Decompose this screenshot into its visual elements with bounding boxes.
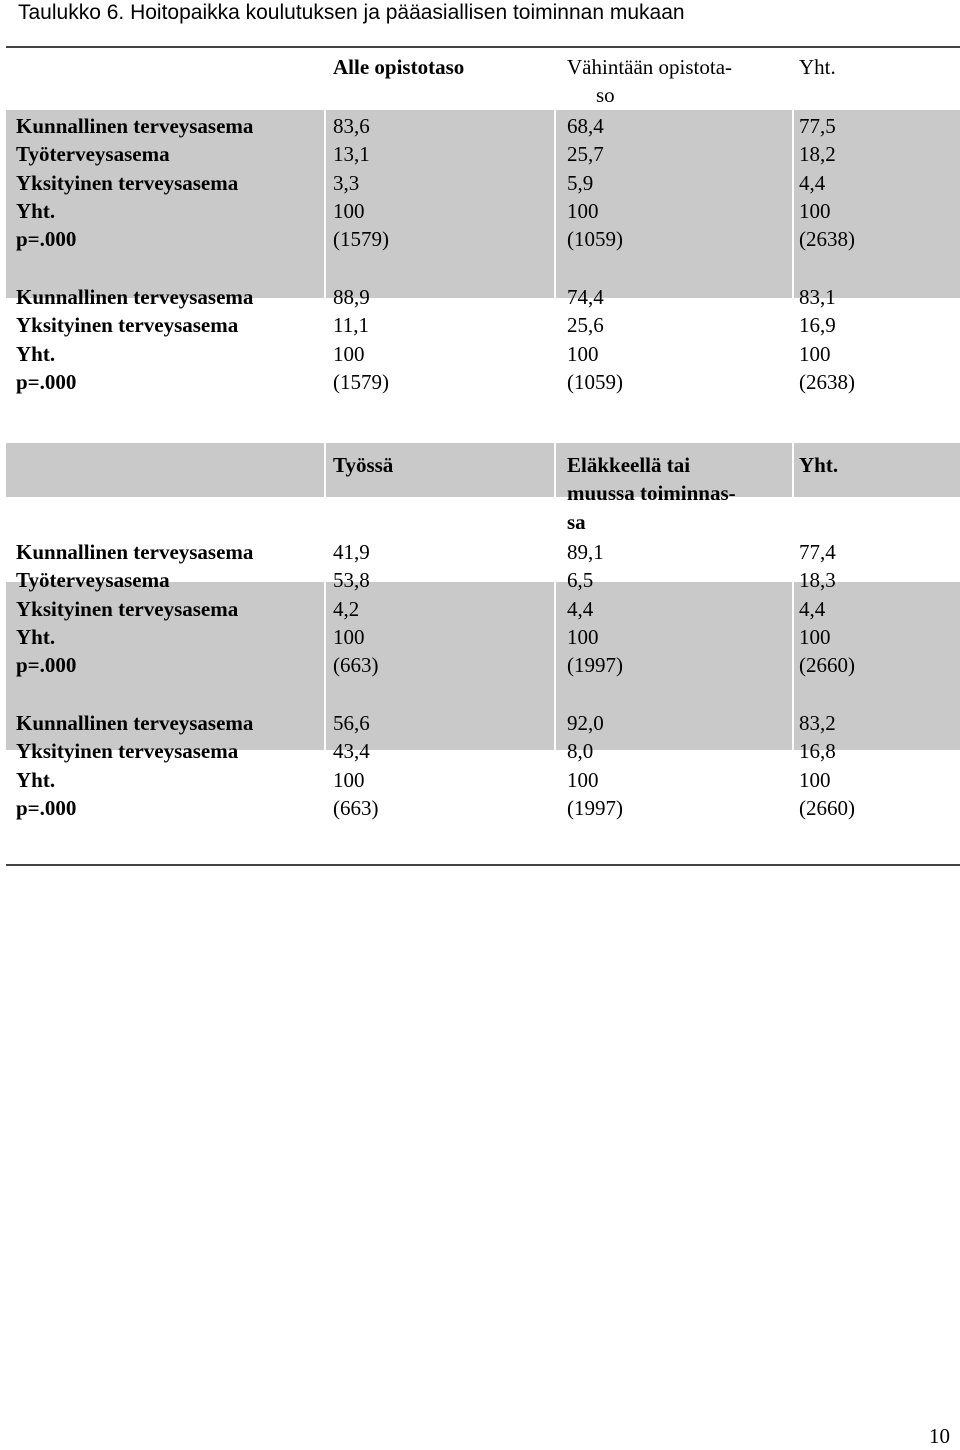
cell-value: 100 bbox=[333, 624, 365, 649]
column-separator bbox=[792, 110, 794, 298]
row-label: Yht. bbox=[16, 198, 56, 223]
cell-value: 4,4 bbox=[799, 170, 826, 195]
cell-value: 89,1 bbox=[567, 540, 604, 564]
col-header-total: Yht. bbox=[799, 453, 839, 477]
table-top-rule bbox=[6, 46, 960, 48]
header-line: Vähintään opistota- bbox=[567, 55, 733, 79]
column-separator bbox=[792, 443, 794, 497]
row-label: p=.000 bbox=[16, 369, 77, 394]
row-label: Työterveysasema bbox=[16, 568, 170, 593]
cell-value: 8,0 bbox=[567, 739, 594, 764]
cell-value: 5,9 bbox=[567, 170, 594, 195]
value-column bbox=[567, 283, 623, 396]
cell-value: 4,4 bbox=[799, 596, 826, 621]
row-label: Kunnallinen terveysasema bbox=[16, 285, 254, 309]
value-column bbox=[567, 709, 623, 822]
header-line: muussa toiminnas- bbox=[567, 481, 736, 506]
cell-value: 100 bbox=[799, 624, 831, 649]
cell-value: 77,5 bbox=[799, 114, 836, 138]
cell-value: 88,9 bbox=[333, 285, 370, 309]
cell-value: 16,9 bbox=[799, 313, 836, 338]
cell-value: 16,8 bbox=[799, 739, 836, 764]
row-labels bbox=[16, 538, 253, 679]
cell-value: 100 bbox=[567, 341, 599, 366]
cell-value: (1579) bbox=[333, 369, 389, 394]
cell-value: (1997) bbox=[567, 653, 623, 678]
value-column bbox=[567, 112, 623, 253]
cell-value: 4,2 bbox=[333, 596, 360, 621]
cell-value: (1059) bbox=[567, 227, 623, 252]
cell-value: 18,3 bbox=[799, 568, 836, 593]
table-caption: Taulukko 6. Hoitopaikka koulutuksen ja pääasiallisen toiminnan mukaan bbox=[18, 1, 685, 24]
column-separator bbox=[554, 110, 556, 298]
cell-value: 41,9 bbox=[333, 540, 370, 564]
value-column bbox=[799, 283, 855, 396]
cell-value: (2638) bbox=[799, 227, 855, 252]
cell-value: 83,1 bbox=[799, 285, 836, 309]
cell-value: 100 bbox=[799, 198, 831, 223]
row-labels bbox=[16, 709, 253, 822]
row-label: Yht. bbox=[16, 767, 56, 792]
cell-value: 100 bbox=[567, 198, 599, 223]
cell-value: (663) bbox=[333, 795, 379, 820]
value-column bbox=[799, 538, 855, 679]
column-separator bbox=[324, 443, 326, 497]
cell-value: 56,6 bbox=[333, 711, 370, 735]
col-header-total: Yht. bbox=[799, 55, 836, 79]
cell-value: 25,7 bbox=[567, 142, 604, 167]
cell-value: 100 bbox=[333, 341, 365, 366]
col-header-education-low: Alle opistotaso bbox=[333, 55, 465, 79]
cell-value: 6,5 bbox=[567, 568, 594, 593]
cell-value: (1059) bbox=[567, 369, 623, 394]
cell-value: (2660) bbox=[799, 653, 855, 678]
cell-value: (2660) bbox=[799, 795, 855, 820]
row-label: p=.000 bbox=[16, 795, 77, 820]
results-table bbox=[6, 46, 960, 820]
cell-value: 74,4 bbox=[567, 285, 604, 309]
cell-value: 100 bbox=[567, 624, 599, 649]
cell-value: (2638) bbox=[799, 369, 855, 394]
header-line: Eläkkeellä tai bbox=[567, 453, 691, 477]
cell-value: 68,4 bbox=[567, 114, 604, 138]
row-label: Yht. bbox=[16, 341, 56, 366]
row-label: Kunnallinen terveysasema bbox=[16, 114, 254, 138]
row-label: Kunnallinen terveysasema bbox=[16, 711, 254, 735]
row-label: Yksityinen terveysasema bbox=[16, 170, 239, 195]
cell-value: 83,6 bbox=[333, 114, 370, 138]
cell-value: 100 bbox=[567, 767, 599, 792]
column-separator bbox=[554, 443, 556, 497]
value-column bbox=[799, 709, 855, 822]
cell-value: 100 bbox=[799, 767, 831, 792]
header-line: so bbox=[596, 83, 615, 108]
cell-value: 83,2 bbox=[799, 711, 836, 735]
cell-value: 43,4 bbox=[333, 739, 370, 764]
cell-value: 4,4 bbox=[567, 596, 594, 621]
row-label: p=.000 bbox=[16, 653, 77, 678]
cell-value: 11,1 bbox=[333, 313, 369, 338]
col-header-retired bbox=[567, 451, 736, 536]
col-header-working: Työssä bbox=[333, 453, 394, 477]
page-number: 10 bbox=[929, 1424, 950, 1448]
cell-value: 13,1 bbox=[333, 142, 370, 167]
cell-value: 18,2 bbox=[799, 142, 836, 167]
column-separator bbox=[792, 582, 794, 750]
column-separator bbox=[324, 110, 326, 298]
value-column bbox=[799, 112, 855, 253]
row-labels bbox=[16, 112, 253, 253]
value-column bbox=[333, 538, 379, 679]
col-header-education-high bbox=[567, 53, 732, 110]
row-label: p=.000 bbox=[16, 227, 77, 252]
value-column bbox=[567, 538, 623, 679]
cell-value: 3,3 bbox=[333, 170, 360, 195]
cell-value: 77,4 bbox=[799, 540, 836, 564]
value-column bbox=[333, 112, 389, 253]
value-column bbox=[333, 283, 389, 396]
cell-value: (1579) bbox=[333, 227, 389, 252]
row-label: Yht. bbox=[16, 624, 56, 649]
cell-value: 100 bbox=[333, 198, 365, 223]
column-separator bbox=[554, 582, 556, 750]
cell-value: (1997) bbox=[567, 795, 623, 820]
cell-value: 92,0 bbox=[567, 711, 604, 735]
row-label: Yksityinen terveysasema bbox=[16, 739, 239, 764]
cell-value: 25,6 bbox=[567, 313, 604, 338]
column-separator bbox=[324, 582, 326, 750]
row-label: Yksityinen terveysasema bbox=[16, 596, 239, 621]
row-label: Työterveysasema bbox=[16, 142, 170, 167]
cell-value: 53,8 bbox=[333, 568, 370, 593]
header-line: sa bbox=[567, 509, 586, 534]
row-label: Yksityinen terveysasema bbox=[16, 313, 239, 338]
row-label: Kunnallinen terveysasema bbox=[16, 540, 254, 564]
cell-value: 100 bbox=[333, 767, 365, 792]
cell-value: (663) bbox=[333, 653, 379, 678]
row-labels bbox=[16, 283, 253, 396]
value-column bbox=[333, 709, 379, 822]
table-bottom-rule bbox=[6, 864, 960, 866]
cell-value: 100 bbox=[799, 341, 831, 366]
